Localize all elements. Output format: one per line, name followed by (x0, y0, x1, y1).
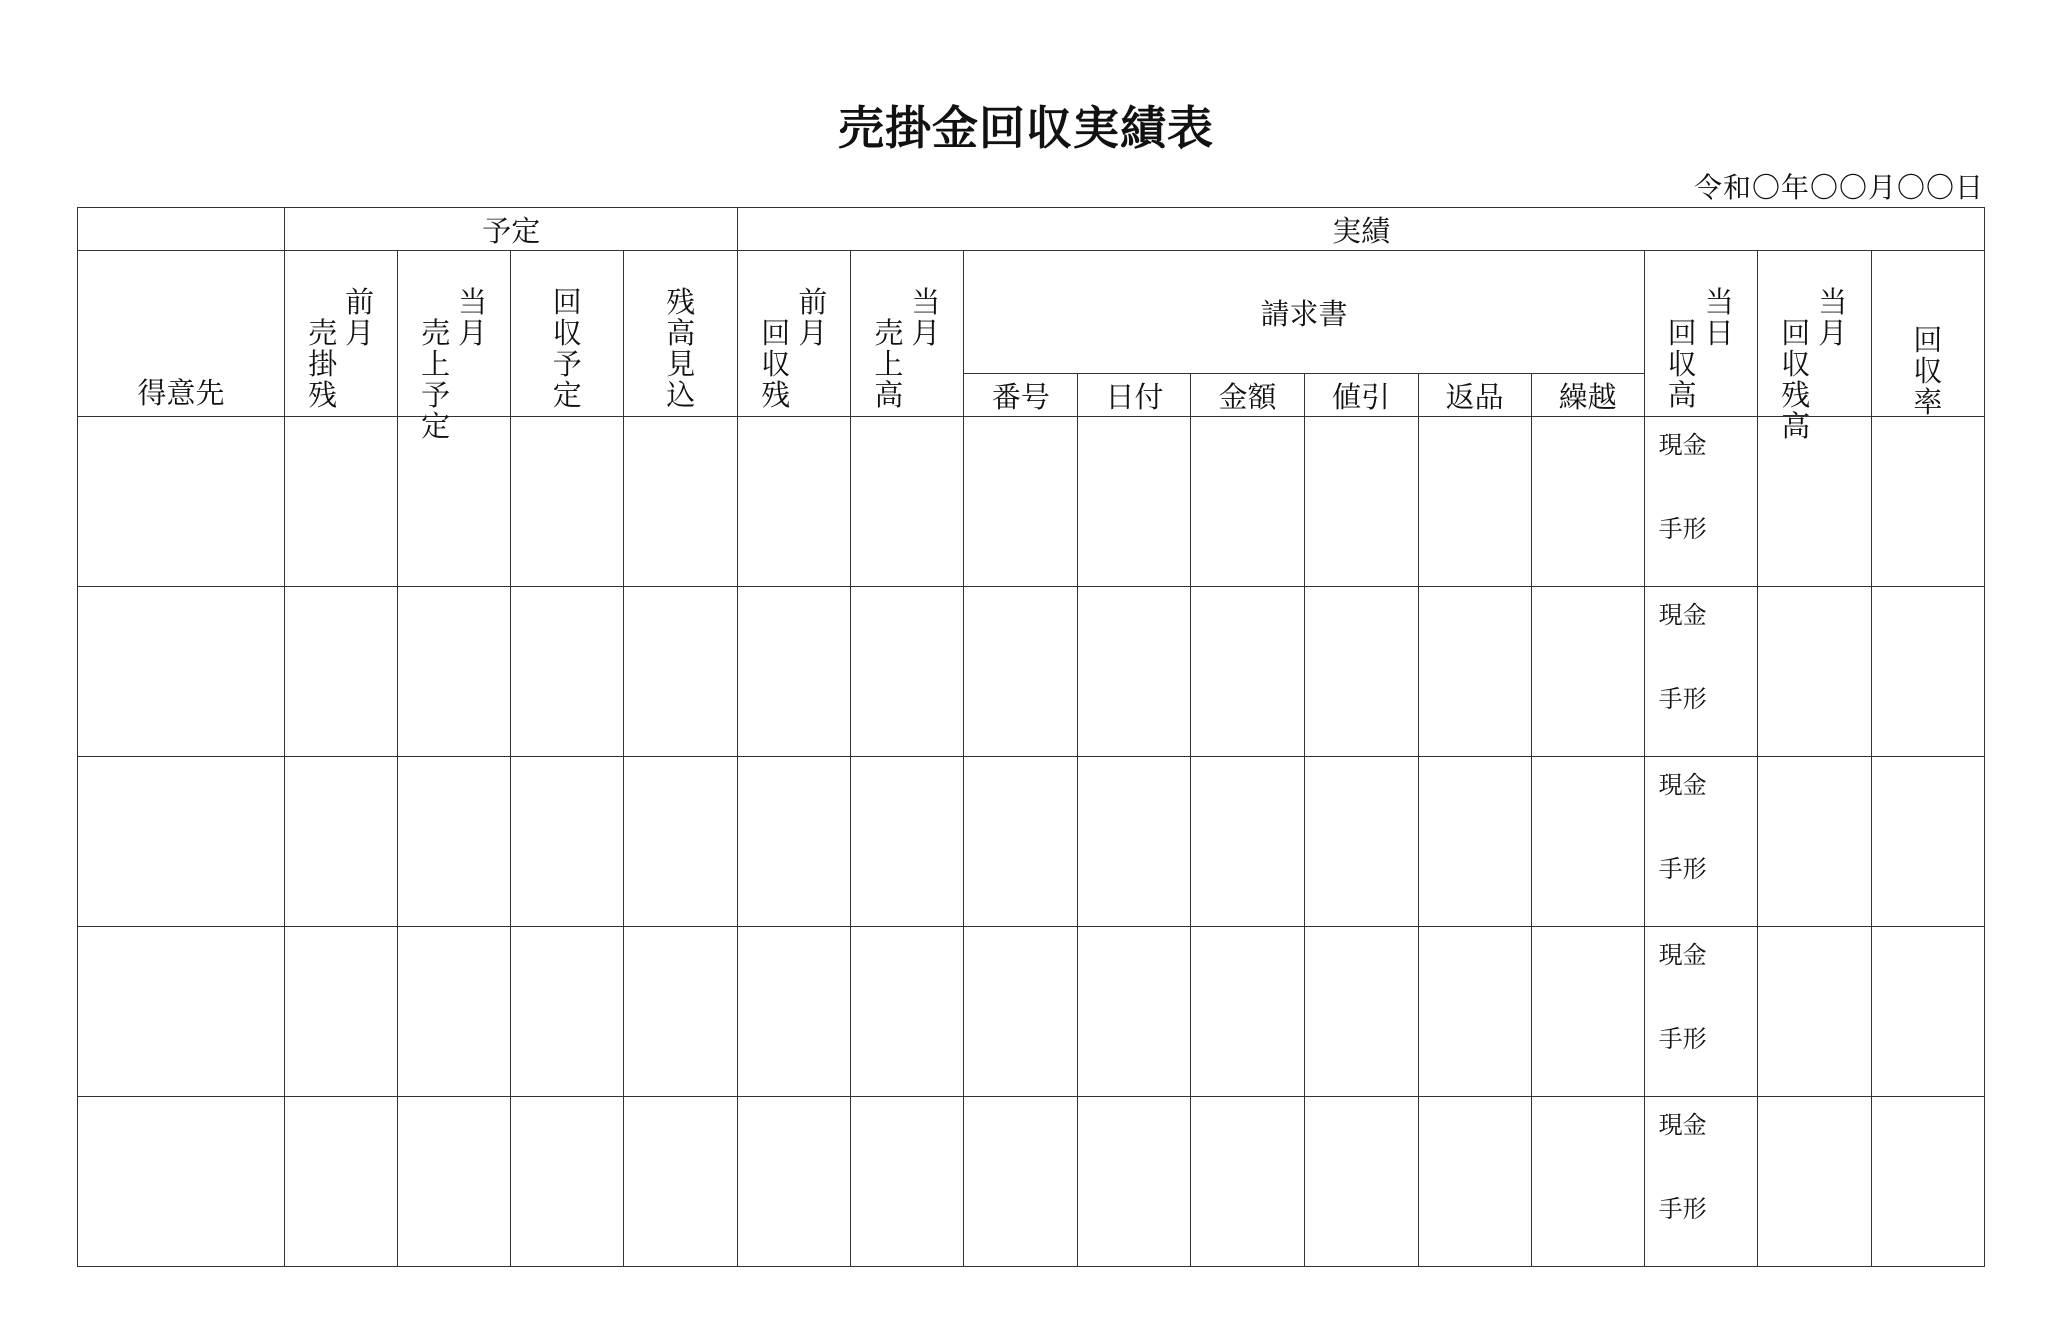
vertical-text-column: 売 掛 残 (308, 315, 338, 412)
data-cell[interactable] (511, 1097, 624, 1267)
data-cell[interactable] (738, 757, 851, 927)
collection-amount-cell[interactable] (1644, 927, 1757, 1097)
data-cell[interactable] (1531, 927, 1644, 1097)
data-cell[interactable] (964, 1097, 1078, 1267)
customer-cell[interactable] (78, 927, 285, 1097)
customer-cell[interactable] (78, 587, 285, 757)
data-cell[interactable] (1871, 417, 1984, 587)
data-cell[interactable] (851, 1097, 964, 1267)
data-cell[interactable] (1418, 417, 1531, 587)
data-cell[interactable] (1191, 587, 1304, 757)
vertical-text-column: 回 収 率 (1913, 322, 1943, 419)
header-invoice-henpin: 返品 (1418, 374, 1531, 417)
header-row-columns (78, 251, 1985, 374)
collection-amount-cell[interactable] (1644, 1097, 1757, 1267)
header-row-groups (78, 208, 1985, 251)
customer-cell[interactable] (78, 1097, 285, 1267)
data-cell[interactable] (1304, 927, 1418, 1097)
data-cell[interactable] (1191, 757, 1304, 927)
data-cell[interactable] (1078, 927, 1191, 1097)
data-cell[interactable] (1871, 757, 1984, 927)
header-invoice-kingaku: 金額 (1191, 374, 1304, 417)
data-cell[interactable] (511, 417, 624, 587)
vertical-text-column: 前 月 (345, 284, 375, 350)
cash-label: 現金 (1658, 771, 1707, 799)
header-invoice-kurikoshi: 繰越 (1531, 374, 1644, 417)
vertical-text-column: 回 収 残 高 (1781, 315, 1811, 443)
header-seikyusho: 請求書 (964, 251, 1644, 374)
header-invoice-nebiki: 値引 (1304, 374, 1418, 417)
data-cell[interactable] (1304, 1097, 1418, 1267)
vertical-text-column: 売 上 予 定 (421, 315, 451, 443)
data-cell[interactable] (1078, 1097, 1191, 1267)
data-cell[interactable] (738, 1097, 851, 1267)
header-zengetsu-urikakezan (285, 251, 398, 417)
bill-label: 手形 (1658, 1025, 1707, 1053)
collection-table (77, 207, 1985, 1267)
data-cell[interactable] (511, 927, 624, 1097)
collection-amount-cell[interactable] (1644, 587, 1757, 757)
data-cell[interactable] (1871, 587, 1984, 757)
data-cell[interactable] (738, 927, 851, 1097)
data-cell[interactable] (1191, 417, 1304, 587)
vertical-text-column: 当 月 (458, 284, 488, 350)
vertical-text-column: 残 高 見 込 (666, 284, 696, 412)
header-tougetsu-uriagedaka (851, 251, 964, 417)
vertical-text-column: 当 日 (1704, 284, 1734, 350)
header-tougetsu-uriage-yotei (398, 251, 511, 443)
data-cell[interactable] (851, 417, 964, 587)
data-cell[interactable] (964, 757, 1078, 927)
data-cell[interactable] (1757, 417, 1871, 587)
cash-label: 現金 (1658, 601, 1707, 629)
data-cell[interactable] (398, 1097, 511, 1267)
header-tokuisaki: 得意先 (78, 251, 285, 417)
data-cell[interactable] (1531, 587, 1644, 757)
vertical-text-column: 売 上 高 (874, 315, 904, 412)
header-invoice-bango: 番号 (964, 374, 1078, 417)
bill-label: 手形 (1658, 685, 1707, 713)
data-cell[interactable] (1304, 587, 1418, 757)
header-kaishu-yotei (511, 251, 624, 417)
data-cell[interactable] (1531, 417, 1644, 587)
header-kaishuritsu (1871, 251, 1984, 417)
data-cell[interactable] (738, 417, 851, 587)
data-cell[interactable] (1418, 1097, 1531, 1267)
vertical-text-column: 回 収 高 (1667, 315, 1697, 412)
table-row (78, 927, 1985, 1097)
header-zengetsu-kaishuzan (738, 251, 851, 417)
vertical-text-column: 回 収 残 (761, 315, 791, 412)
cash-label: 現金 (1658, 1111, 1707, 1139)
data-cell[interactable] (624, 417, 738, 587)
data-cell[interactable] (1531, 1097, 1644, 1267)
data-cell[interactable] (851, 927, 964, 1097)
header-toujitsu-kaishudaka (1644, 251, 1757, 417)
data-cell[interactable] (1757, 757, 1871, 927)
data-cell[interactable] (964, 927, 1078, 1097)
data-cell[interactable] (285, 1097, 398, 1267)
document-title: 売掛金回収実績表 (838, 101, 1214, 155)
collection-amount-cell[interactable] (1644, 417, 1757, 587)
data-cell[interactable] (285, 417, 398, 587)
data-cell[interactable] (285, 927, 398, 1097)
data-cell[interactable] (1531, 757, 1644, 927)
document-date: 令和〇年〇〇月〇〇日 (1693, 171, 1984, 204)
data-cell[interactable] (398, 757, 511, 927)
header-yotei: 予定 (285, 208, 738, 251)
data-cell[interactable] (511, 757, 624, 927)
data-cell[interactable] (624, 1097, 738, 1267)
data-cell[interactable] (1757, 927, 1871, 1097)
data-cell[interactable] (624, 587, 738, 757)
data-cell[interactable] (511, 587, 624, 757)
header-blank-cell (78, 208, 285, 251)
header-invoice-hizuke: 日付 (1078, 374, 1191, 417)
table-row (78, 757, 1985, 927)
data-cell[interactable] (398, 587, 511, 757)
customer-cell[interactable] (78, 757, 285, 927)
vertical-text-column: 前 月 (798, 284, 828, 350)
cash-label: 現金 (1658, 941, 1707, 969)
cash-label: 現金 (1658, 431, 1707, 459)
data-cell[interactable] (964, 417, 1078, 587)
data-cell[interactable] (1304, 757, 1418, 927)
data-cell[interactable] (1304, 417, 1418, 587)
table-row (78, 587, 1985, 757)
header-tougetsu-kaishu-zandaka (1757, 251, 1871, 443)
data-cell[interactable] (285, 757, 398, 927)
data-cell[interactable] (398, 927, 511, 1097)
data-cell[interactable] (285, 587, 398, 757)
data-cell[interactable] (1757, 587, 1871, 757)
header-zandaka-mikomi (624, 251, 738, 417)
table-row (78, 1097, 1985, 1267)
data-cell[interactable] (964, 587, 1078, 757)
table-row (78, 417, 1985, 587)
data-cell[interactable] (1078, 417, 1191, 587)
header-jisseki: 実績 (738, 208, 1985, 251)
data-cell[interactable] (1418, 927, 1531, 1097)
data-cell[interactable] (624, 927, 738, 1097)
bill-label: 手形 (1658, 1195, 1707, 1223)
data-cell[interactable] (1757, 1097, 1871, 1267)
data-cell[interactable] (1078, 757, 1191, 927)
data-cell[interactable] (1191, 927, 1304, 1097)
data-cell[interactable] (1871, 927, 1984, 1097)
vertical-text-column: 当 月 (1818, 284, 1848, 350)
collection-amount-cell[interactable] (1644, 757, 1757, 927)
data-cell[interactable] (624, 757, 738, 927)
bill-label: 手形 (1658, 855, 1707, 883)
data-cell[interactable] (398, 417, 511, 587)
data-cell[interactable] (851, 757, 964, 927)
vertical-text-column: 回 収 予 定 (552, 284, 582, 412)
data-cell[interactable] (738, 587, 851, 757)
data-cell[interactable] (1418, 757, 1531, 927)
data-cell[interactable] (1191, 1097, 1304, 1267)
vertical-text-column: 当 月 (911, 284, 941, 350)
data-cell[interactable] (1418, 587, 1531, 757)
data-cell[interactable] (851, 587, 964, 757)
data-cell[interactable] (1871, 1097, 1984, 1267)
customer-cell[interactable] (78, 417, 285, 587)
bill-label: 手形 (1658, 515, 1707, 543)
data-cell[interactable] (1078, 587, 1191, 757)
